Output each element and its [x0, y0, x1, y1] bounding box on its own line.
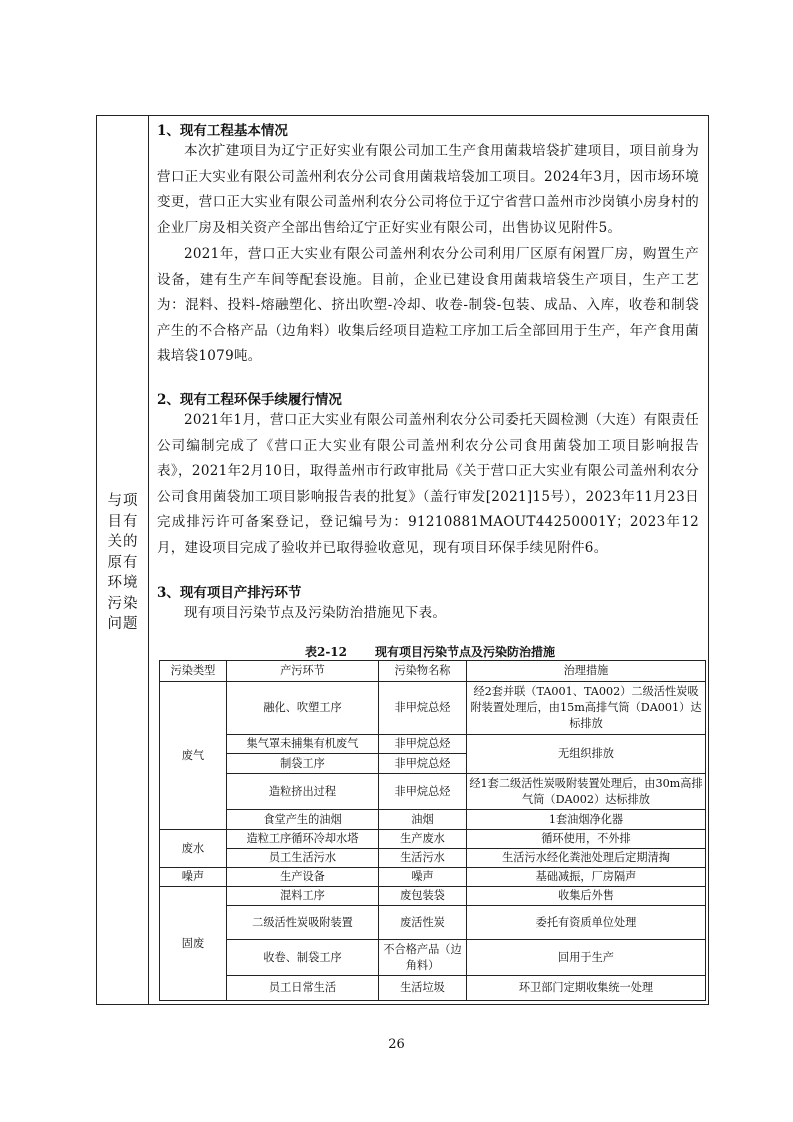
- pollution-table: [159, 660, 706, 1001]
- source-cell: 造粒工序循环冷却水塔: [227, 830, 379, 849]
- measure-cell: 1套油烟净化器: [467, 810, 706, 830]
- section-heading-1: 1、现有工程基本情况: [157, 123, 288, 139]
- type-cell-water: 废水: [160, 830, 227, 868]
- header-pollution-type: 污染类型: [160, 661, 227, 682]
- table-row: [160, 682, 706, 735]
- document-frame: [96, 115, 709, 1005]
- paragraph-3-1: 现有项目污染节点及污染防治措施见下表。: [184, 605, 447, 621]
- type-cell-solid: 固废: [160, 887, 227, 1001]
- type-cell-gas: 废气: [160, 682, 227, 830]
- header-source: 产污环节: [227, 661, 379, 682]
- type-cell-noise: 噪声: [160, 868, 227, 887]
- pollutant-cell: 油烟: [379, 810, 467, 830]
- section-heading-3: 3、现有项目产排污环节: [157, 585, 302, 601]
- header-measures: 治理措施: [467, 661, 706, 682]
- table-header-row: [160, 661, 706, 682]
- table-row: [160, 849, 706, 868]
- measure-cell: 收集后外售: [467, 887, 706, 906]
- measure-cell: 循环使用，不外排: [467, 830, 706, 849]
- paragraph-1-2: 2021年，营口正大实业有限公司盖州利农分公司利用厂区原有闲置厂房，购置生产设备，建有生产车间等配套设施。目前，企业已建设食用菌栽培袋生产项目，生产工艺为：混料、投料-熔融塑化、挤出吹塑-冷却、收卷-制袋-包装、成品、入库，收卷和制袋产生的不合格产品（边角料）收集后经项目造粒工序加工后全部回用于生产，年产食用菌栽培袋1079吨。: [157, 246, 699, 365]
- measure-cell: 经2套并联（TA001、TA002）二级活性炭吸附装置处理后，由15m高排气筒（DA001）达标排放: [467, 682, 706, 735]
- pollutant-cell: 非甲烷总烃: [379, 735, 467, 754]
- measure-cell: 无组织排放: [467, 735, 706, 774]
- measure-cell: 委托有资质单位处理: [467, 906, 706, 940]
- measure-cell: 环卫部门定期收集统一处理: [467, 976, 706, 1001]
- pollutant-cell: 非甲烷总烃: [379, 682, 467, 735]
- pollutant-cell: 非甲烷总烃: [379, 754, 467, 774]
- table-caption: [151, 643, 709, 660]
- source-cell: 集气罩未捕集有机废气: [227, 735, 379, 754]
- header-pollutant: 污染物名称: [379, 661, 467, 682]
- source-cell: 收卷、制袋工序: [227, 940, 379, 976]
- pollutant-cell: 非甲烷总烃: [379, 774, 467, 810]
- pollutant-cell: 不合格产品（边角料）: [379, 940, 467, 976]
- table-row: [160, 976, 706, 1001]
- source-cell: 制袋工序: [227, 754, 379, 774]
- table-row: [160, 810, 706, 830]
- pollutant-cell: 生活垃圾: [379, 976, 467, 1001]
- measure-cell: 生活污水经化粪池处理后定期清掏: [467, 849, 706, 868]
- measure-cell: 基础减振，厂房隔声: [467, 868, 706, 887]
- source-cell: 造粒挤出过程: [227, 774, 379, 810]
- source-cell: 融化、吹塑工序: [227, 682, 379, 735]
- table-row: [160, 940, 706, 976]
- pollutant-cell: 废活性炭: [379, 906, 467, 940]
- side-label: 与项目有关的原有环境污染问题: [107, 493, 139, 632]
- source-cell: 混料工序: [227, 887, 379, 906]
- source-cell: 食堂产生的油烟: [227, 810, 379, 830]
- measure-cell: 经1套二级活性炭吸附装置处理后，由30m高排气筒（DA002）达标排放: [467, 774, 706, 810]
- side-label-column: [97, 116, 149, 1004]
- table-row: [160, 774, 706, 810]
- table-title: 现有项目污染节点及污染防治措施: [375, 645, 556, 659]
- table-row: [160, 830, 706, 849]
- source-cell: 员工生活污水: [227, 849, 379, 868]
- pollutant-cell: 生活污水: [379, 849, 467, 868]
- paragraph-2-1: 2021年1月，营口正大实业有限公司盖州利农分公司委托天圆检测（大连）有限责任公司编制完成了《营口正大实业有限公司盖州利农分公司食用菌袋加工项目影响报告表》，2021年2月10日，取得盖州市行政审批局《关于营口正大实业有限公司盖州利农分公司食用菌袋加工项目影响报告表的批复》（盖行审发[2021]15号），2023年11月23日完成排污许可备案登记，登记编号为：91210881MAOUT44250001Y；2023年12月，建设项目完成了验收并已取得验收意见，现有项目环保手续见附件6。: [157, 412, 699, 556]
- table-row: [160, 868, 706, 887]
- source-cell: 生产设备: [227, 868, 379, 887]
- pollutant-cell: 生产废水: [379, 830, 467, 849]
- table-number: 表2-12: [304, 645, 347, 659]
- table-row: [160, 887, 706, 906]
- page-number: 26: [388, 1037, 405, 1052]
- table-row: [160, 735, 706, 754]
- paragraph-1-1: 本次扩建项目为辽宁正好实业有限公司加工生产食用菌栽培袋扩建项目，项目前身为营口正大实业有限公司盖州利农分公司食用菌栽培袋加工项目。2024年3月，因市场环境变更，营口正大实业有限公司盖州利农分公司将位于辽宁省营口盖州市沙岗镇小房身村的企业厂房及相关资产全部出售给辽宁正好实业有限公司，出售协议见附件5。: [157, 143, 699, 236]
- pollutant-cell: 噪声: [379, 868, 467, 887]
- table-row: [160, 906, 706, 940]
- measure-cell: 回用于生产: [467, 940, 706, 976]
- source-cell: 员工日常生活: [227, 976, 379, 1001]
- content-area: [151, 116, 709, 1004]
- source-cell: 二级活性炭吸附装置: [227, 906, 379, 940]
- pollutant-cell: 废包装袋: [379, 887, 467, 906]
- section-heading-2: 2、现有工程环保手续履行情况: [157, 392, 342, 408]
